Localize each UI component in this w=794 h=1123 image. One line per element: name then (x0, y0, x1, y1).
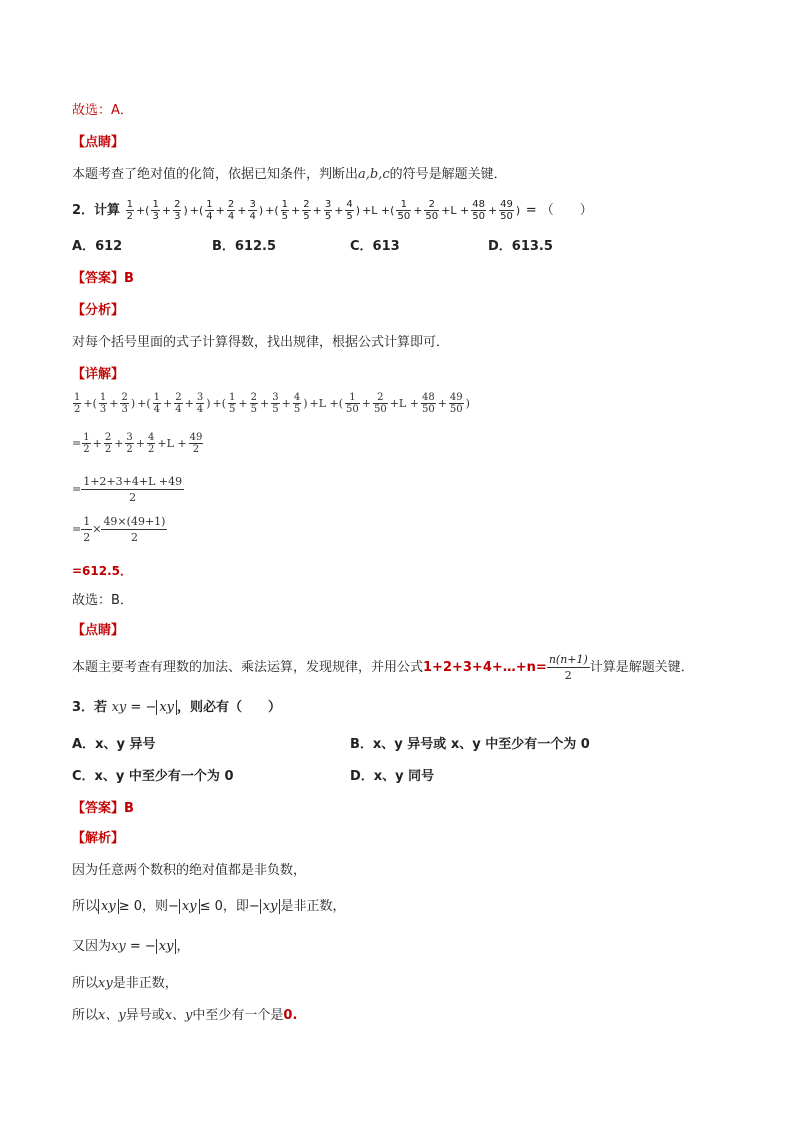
q2-step1-frac-g1-1-num: 2 (121, 392, 128, 403)
q2-step1-frac-g50a-1-num: 2 (373, 392, 388, 404)
q2-step1-frac-g50b-1-den: 50 (449, 404, 463, 415)
q1-comment-tag: 【点睛】 (72, 135, 125, 150)
q2-step1-frac-g50b-1-num: 49 (449, 392, 463, 403)
q2-expr-frac-g50a-0-num: 1 (396, 199, 411, 211)
q2-expr-plus: + (291, 204, 301, 217)
q2-expr-frac-g3-3 (345, 199, 353, 222)
q2-step1-paren-close: ) (206, 396, 211, 410)
q1-answer-line (72, 102, 133, 120)
q3-s3 (72, 938, 189, 956)
q2-step1-plus: + (437, 396, 447, 410)
q2-step1-frac-g0 (73, 392, 81, 415)
q3-option-c-value: x、y 中至少有一个为 0 (94, 769, 234, 784)
q2-step1-paren-open: +( (212, 396, 227, 410)
q2-step2 (72, 432, 204, 455)
q2-detail-tag: 【详解】 (72, 367, 125, 382)
q2-expr-frac-g2-2-den: 4 (249, 211, 256, 222)
q2-expr-plus: + (487, 204, 498, 217)
q2-step1-frac-g50b-0-num: 48 (421, 392, 435, 403)
q2-option-c-value: 613 (372, 239, 400, 254)
q2-step2-plus: + (114, 436, 124, 450)
q1-comment-text (72, 166, 507, 184)
q2-step1-frac-g1-1-den: 3 (121, 404, 128, 415)
q2-step1-plus: + (238, 396, 248, 410)
q2-choose: 故选：B． (72, 593, 133, 608)
q3-s5-vars: x、y (98, 1008, 126, 1023)
q3-s5-post: 中至少有一个是 (192, 1008, 284, 1023)
q2-step3-prefix: = (72, 482, 82, 496)
q3-s3-pre: 又因为 (72, 939, 112, 954)
q2-expr-frac-g3-2-den: 5 (324, 211, 332, 222)
q2-expr-frac-g2-0 (205, 199, 213, 222)
q2-comment-frac (547, 652, 590, 683)
q2-step4-num: 49×(49+1) (103, 515, 166, 528)
q2-step2-prefix: = (72, 436, 82, 450)
q2-comment-frac-den: 2 (564, 669, 572, 682)
q2-expr-frac-g3-1 (302, 199, 310, 222)
q2-step4 (72, 514, 167, 545)
q2-step2-frac-tail-num: 49 (189, 432, 203, 443)
q3-option-a-value: x、y 异号 (95, 737, 156, 752)
q3-option-d-value: x、y 同号 (373, 769, 435, 784)
q2-step1-frac-g3-1 (250, 392, 258, 415)
q3-s4-pre: 所以 (72, 976, 99, 991)
q2-expr-frac-g50a-1 (424, 199, 439, 222)
q3-option-b-value: x、y 异号或 x、y 中至少有一个为 0 (372, 737, 590, 752)
q2-step1-frac-g2-2-den: 4 (196, 404, 204, 415)
q2-step4-half (81, 514, 92, 545)
q2-answer (72, 270, 134, 288)
q2-step1-plus: + (163, 396, 173, 410)
q2-option-d-value: 613.5 (511, 239, 553, 254)
q2-step1-frac-g2-0 (153, 392, 161, 415)
q3-s2 (72, 898, 346, 916)
q3-s4-post: 是非正数， (112, 976, 178, 991)
q3-option-d-label: D． (350, 769, 374, 784)
q2-step2-frac-1 (104, 432, 112, 455)
q1-comment-pre: 本题考查了绝对值的化简，依据已知条件，判断出 (72, 167, 359, 182)
q3-s4 (72, 975, 178, 993)
q2-step2-ellipsis: +L + (157, 436, 187, 450)
q2-expr-frac-g50a-0-den: 50 (397, 211, 411, 222)
q2-step1-frac-g3-3-den: 5 (293, 404, 301, 415)
q3-expr-lhs: xy (111, 700, 127, 715)
q2-expr-paren-close: ) (258, 204, 264, 217)
q2-expr-paren-open: +( (189, 204, 204, 217)
q3-s1: 因为任意两个数积的绝对值都是非负数， (72, 863, 307, 878)
q2-expr-paren-close: ) (355, 204, 361, 217)
q2-expr-plus: + (215, 204, 225, 217)
q2-step2-frac-2 (125, 432, 133, 455)
q2-expr-frac-g1-1 (173, 199, 181, 222)
q2-expr-ellipsis2: +L + (441, 204, 470, 217)
q2-expr-plus: + (312, 204, 322, 217)
q3-s5 (72, 1007, 297, 1025)
q3-solution-tag: 【解析】 (72, 831, 125, 846)
q3-s2-mid2: ≤ 0，即− (199, 899, 260, 914)
q2-step4-frac (101, 514, 167, 545)
q2-step2-frac-tail (189, 432, 204, 455)
q2-step3 (72, 474, 184, 505)
q2-step1-frac-g3-3-num: 4 (293, 392, 301, 403)
q3-s3-lhs: xy (111, 939, 126, 954)
q2-expression (125, 199, 522, 222)
q2-step1-frac-g50b-0-den: 50 (421, 404, 435, 415)
q2-step1-ellipsis: +L +( (309, 396, 344, 410)
q3-s5-mid: 异号或 (125, 1008, 165, 1023)
q2-option-c-label: C． (350, 239, 373, 254)
q1-comment-vars: a,b,c (358, 167, 390, 182)
q2-option-a (72, 238, 122, 256)
q3-prompt-pre: 若 (94, 700, 108, 715)
q2-step1-frac-g3-2-num: 3 (272, 392, 279, 403)
q2-step1-plus: + (260, 396, 270, 410)
q2-comment-post: 计算是解题关键． (589, 660, 694, 675)
q2-expr-frac-g50b-0 (471, 199, 486, 222)
q2-option-a-label: A． (72, 239, 96, 254)
q2-expr-plus: + (413, 204, 423, 217)
q2-step2-frac-2-num: 3 (126, 432, 133, 443)
q2-blank: = （ ） (525, 203, 593, 218)
q2-expr-frac-g0-den: 2 (126, 211, 133, 222)
q2-option-b-value: 612.5 (234, 239, 277, 254)
q2-step2-body (81, 432, 204, 455)
q2-expr-frac-g3-0 (281, 199, 289, 222)
q2-option-a-value: 612 (95, 239, 123, 254)
q2-step1-paren-open: +( (137, 396, 151, 410)
q2-step1-frac-g0-num: 1 (74, 392, 81, 403)
q3-option-c (72, 768, 234, 786)
q2-expr-frac-g1-1-den: 3 (174, 211, 181, 222)
q2-option-d-label: D． (488, 239, 512, 254)
q3-expr-eq: = − (126, 700, 157, 715)
q2-step1-frac-g2-1-den: 4 (175, 404, 182, 415)
q2-expr-frac-g1-0-den: 3 (152, 211, 159, 222)
q3-option-c-label: C． (72, 769, 95, 784)
q3-option-b (350, 736, 590, 754)
q2-expr-frac-g3-3-num: 4 (346, 199, 353, 210)
q2-step1-paren-close: ) (130, 396, 136, 410)
q3-answer-tag: 【答案】 (72, 801, 125, 816)
q3-s3-post: ， (176, 939, 190, 954)
q2-analysis-tag: 【分析】 (72, 303, 125, 318)
q2-step4-times: × (92, 522, 102, 536)
q2-step1-frac-g2-0-den: 4 (153, 404, 161, 415)
q3-number: 3． (72, 700, 95, 715)
q2-step3-den: 2 (129, 491, 137, 504)
q2-step2-frac-0-den: 2 (83, 444, 90, 455)
q2-expr-frac-g2-0-den: 4 (206, 211, 213, 222)
q2-expr-frac-g2-0-num: 1 (206, 199, 213, 210)
q2-expr-frac-g50b-1-den: 50 (500, 211, 513, 222)
q2-step1-frac-g50a-0 (345, 392, 360, 415)
q2-expr-frac-g3-3-den: 5 (346, 211, 353, 222)
q2-step2-frac-2-den: 2 (126, 444, 133, 455)
q2-step1-frac-g1-1 (120, 392, 128, 415)
q3-s2-abs2: xy (179, 899, 200, 914)
q2-comment-tag: 【点睛】 (72, 623, 125, 638)
q2-step2-plus: + (135, 436, 145, 450)
q2-step3-frac (81, 474, 184, 505)
q2-step1-frac-g2-1-num: 2 (175, 392, 182, 403)
q2-step2-plus: + (92, 436, 102, 450)
q2-comment-text (72, 652, 694, 683)
q2-step1-frac-g1-0-den: 3 (99, 404, 107, 415)
q2-expr-frac-g3-0-num: 1 (281, 199, 289, 210)
q2-number: 2． (72, 203, 95, 218)
q3-s2-abs: xy (98, 899, 119, 914)
q2-comment-frac-num: n(n+1) (548, 653, 588, 666)
q2-step1-ellipsis2: +L + (389, 396, 419, 410)
q2-step1-frac-g3-0-den: 5 (229, 404, 236, 415)
q2-expr-frac-g2-1-den: 4 (227, 211, 235, 222)
q2-result: =612.5． (72, 564, 133, 578)
q2-expr-paren-close-final: ) (515, 204, 521, 217)
q3-s4-var: xy (98, 976, 113, 991)
q1-comment-post: 的符号是解题关键． (389, 167, 507, 182)
q2-step4-prefix: = (72, 522, 82, 536)
q3-s2-post: 是非正数， (280, 899, 346, 914)
q3-s2-mid1: ≥ 0，则− (118, 899, 179, 914)
q2-expr-frac-g3-1-den: 5 (303, 211, 310, 222)
q2-prompt (72, 198, 593, 224)
q2-step2-frac-3-num: 4 (148, 432, 155, 443)
q2-expr-paren-open: +( (135, 204, 150, 217)
q2-expr-frac-g50b-1 (499, 199, 514, 222)
q3-option-b-label: B． (350, 737, 373, 752)
q3-s3-eq: = − (125, 939, 156, 954)
q2-step1-frac-g3-0-num: 1 (229, 392, 236, 403)
q2-step1-frac-g3-2-den: 5 (272, 404, 279, 415)
q2-step1-frac-g1-0-num: 1 (99, 392, 107, 403)
q2-expr-frac-g2-2-num: 3 (249, 199, 256, 210)
q2-step1-frac-g3-0 (228, 392, 236, 415)
q2-step1-frac-g0-den: 2 (74, 404, 81, 415)
q2-comment-pre: 本题主要考查有理数的加法、乘法运算，发现规律，并用公式 (72, 660, 424, 675)
q2-expr-frac-g50b-0-den: 50 (472, 211, 485, 222)
q2-step4-half-num: 1 (83, 515, 91, 528)
q2-step1-frac-g3-2 (271, 392, 279, 415)
q2-expr-frac-g50b-1-num: 49 (500, 199, 513, 210)
q2-step1-frac-g50a-1 (373, 392, 388, 415)
q2-expr-plus: + (237, 204, 247, 217)
q2-expr-frac-g50a-1-den: 50 (425, 211, 439, 222)
q2-expr-frac-g1-1-num: 2 (174, 199, 181, 210)
q2-step1-frac-g50a-0-den: 50 (346, 404, 359, 415)
q2-step1-paren-close: ) (303, 396, 308, 410)
q2-step1-frac-g50a-0-num: 1 (345, 392, 360, 404)
q2-option-b (212, 238, 276, 256)
q2-step2-frac-1-num: 2 (104, 432, 112, 443)
q2-step1-frac-g50a-1-den: 50 (373, 404, 387, 415)
q2-expr-ellipsis: +L +( (362, 204, 395, 217)
q2-option-b-label: B． (212, 239, 235, 254)
q2-step1-frac-g1-0 (99, 392, 107, 415)
q2-answer-tag: 【答案】 (72, 271, 125, 286)
q2-step1-paren-open: +( (83, 396, 97, 410)
q3-s5-zero: 0. (283, 1008, 298, 1023)
q2-step2-frac-0-num: 1 (83, 432, 90, 443)
q2-step2-frac-0 (82, 432, 90, 455)
q3-answer (72, 800, 134, 818)
q2-prompt-label: 计算 (94, 203, 121, 218)
q2-step4-half-den: 2 (83, 531, 91, 544)
q2-expr-frac-g3-0-den: 5 (281, 211, 289, 222)
q2-expr-frac-g1-0 (151, 199, 159, 222)
q2-step1-frac-g3-1-num: 2 (250, 392, 258, 403)
q3-s2-pre: 所以 (72, 899, 99, 914)
q2-comment-formula: 1+2+3+4+…+n= (423, 660, 547, 675)
q2-step1 (72, 392, 471, 415)
q2-step3-num: 1+2+3+4+L +49 (83, 475, 183, 488)
q2-step1-plus: + (361, 396, 371, 410)
q2-step2-frac-1-den: 2 (104, 444, 112, 455)
q2-answer-value: B (124, 271, 134, 286)
q3-option-d (350, 768, 434, 786)
q1-answer-text: 故选：A． (72, 103, 133, 118)
q3-s2-abs3: xy (260, 899, 281, 914)
q3-s5-pre: 所以 (72, 1008, 99, 1023)
q2-step1-frac-g3-3 (293, 392, 301, 415)
q2-step1-plus: + (109, 396, 119, 410)
q2-expr-plus: + (161, 204, 172, 217)
q3-expr-abs: xy (156, 700, 177, 715)
q2-step1-frac-g2-1 (174, 392, 182, 415)
q2-option-c (350, 238, 400, 256)
q2-expr-paren-close: ) (183, 204, 188, 217)
q2-step1-frac-g3-1-den: 5 (250, 404, 258, 415)
q2-step1-frac-g50b-1 (449, 392, 464, 415)
q2-expr-frac-g0 (126, 199, 134, 222)
q2-step1-frac-g50b-0 (421, 392, 436, 415)
q3-s5-vars2: x、y (164, 1008, 193, 1023)
q2-expr-frac-g50a-0 (396, 199, 411, 222)
q3-answer-value: B (124, 801, 134, 816)
q3-prompt (72, 699, 281, 717)
q2-analysis-text: 对每个括号里面的式子计算得数，找出规律，根据公式计算即可． (72, 335, 450, 350)
q2-option-d (488, 238, 553, 256)
q2-expr-frac-g3-2 (324, 199, 332, 222)
q2-step2-frac-3 (147, 432, 155, 455)
q2-step1-frac-g2-2-num: 3 (196, 392, 204, 403)
q2-expr-paren-open: +( (265, 204, 279, 217)
q2-step1-plus: + (184, 396, 194, 410)
q2-step2-frac-tail-den: 2 (192, 444, 200, 455)
q2-step4-den: 2 (130, 531, 138, 544)
q3-option-a-label: A． (72, 737, 96, 752)
q2-expr-frac-g1-0-num: 1 (152, 199, 159, 210)
q3-s3-abs: xy (156, 939, 177, 954)
q2-step1-frac-g2-0-num: 1 (153, 392, 161, 403)
q3-option-a (72, 736, 155, 754)
q2-expr-frac-g0-num: 1 (126, 199, 133, 210)
q2-expr-frac-g2-1 (227, 199, 235, 222)
q2-expr-frac-g50b-0-num: 48 (472, 199, 485, 210)
q3-prompt-post: ，则必有（ ） (177, 700, 282, 715)
q2-step1-paren-close-final: ) (465, 396, 470, 410)
q2-step1-plus: + (281, 396, 291, 410)
q2-expr-frac-g50a-1-num: 2 (424, 199, 439, 211)
q2-expr-frac-g2-1-num: 2 (227, 199, 235, 210)
q2-expr-frac-g3-2-num: 3 (324, 199, 332, 210)
q2-step2-frac-3-den: 2 (148, 444, 155, 455)
q2-expr-frac-g3-1-num: 2 (303, 199, 310, 210)
q2-expr-plus: + (334, 204, 344, 217)
q2-expr-frac-g2-2 (248, 199, 256, 222)
q2-step1-frac-g2-2 (196, 392, 204, 415)
